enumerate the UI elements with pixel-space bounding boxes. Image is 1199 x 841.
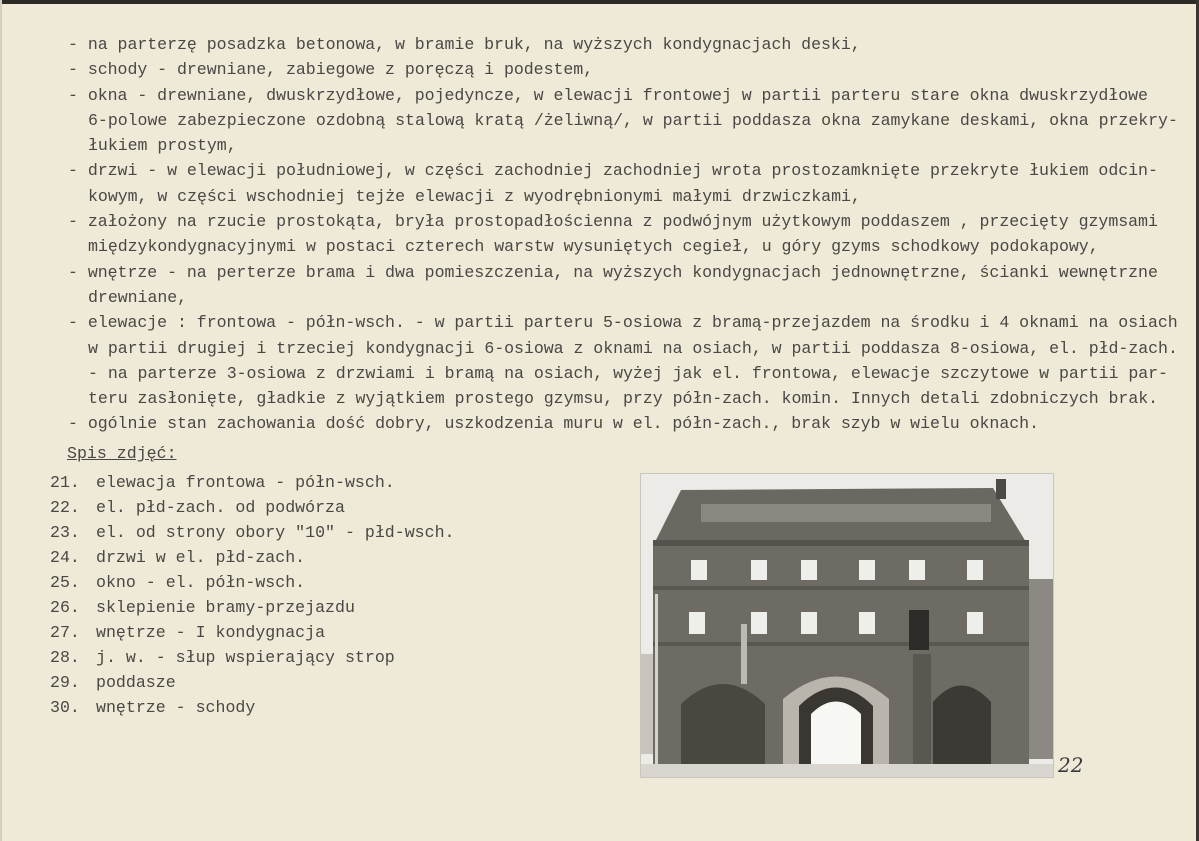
photo-list-item <box>50 620 454 645</box>
photo-list-caption: poddasze <box>96 673 176 692</box>
photo-list-number: 27. <box>50 623 80 642</box>
photo-list-item <box>50 495 454 520</box>
description-text <box>68 32 1178 437</box>
page-number: 22 <box>1058 753 1084 777</box>
description-line: - założony na rzucie prostokąta, bryła prostopadłościenna z podwójnym użytkowym poddaszem , przecięty gzymsami <box>68 212 1158 232</box>
scan-edge-left <box>0 0 2 841</box>
photo-list-caption: sklepienie bramy-przejazdu <box>96 598 355 617</box>
description-line: - ogólnie stan zachowania dość dobry, uszkodzenia muru w el. półn-zach., brak szyb w wielu oknach. <box>68 414 1039 434</box>
photo-list-number: 23. <box>50 523 80 542</box>
photo-list-item <box>50 645 454 670</box>
photo-list-item <box>50 545 454 570</box>
description-line: - drzwi - w elewacji południowej, w części zachodniej zachodniej wrota prostozamknięte przekryte łukiem odcin- <box>68 161 1158 181</box>
description-line: teru zasłonięte, gładkie z wyjątkiem prostego gzymsu, przy półn-zach. komin. Innych detali zdobniczych brak. <box>88 389 1159 409</box>
building-photo-image <box>641 474 1053 777</box>
description-line: - schody - drewniane, zabiegowe z poręczą i podestem, <box>68 60 594 80</box>
description-line: - wnętrze - na perterze brama i dwa pomieszczenia, na wyższych kondygnacjach jednownętrzne, ścianki wewnętrzne <box>68 262 1158 282</box>
photo-list-number: 30. <box>50 698 80 717</box>
photo-list-caption: drzwi w el. płd-zach. <box>96 548 306 567</box>
photo-list-item <box>50 470 454 495</box>
photo-list-caption: okno - el. półn-wsch. <box>96 573 306 592</box>
photo-list-number: 24. <box>50 548 80 567</box>
photo-list-number: 28. <box>50 648 80 667</box>
photo-list-item <box>50 570 454 595</box>
photo-list-number: 22. <box>50 498 80 517</box>
description-line: - na parterze 3-osiowa z drzwiami i bramą na osiach, wyżej jak el. frontowa, elewacje szczytowe w partii par- <box>88 363 1168 383</box>
photo-list <box>50 470 454 720</box>
photo-list-item <box>50 520 454 545</box>
description-line: - na parterzę posadzka betonowa, w bramie bruk, na wyższych kondygnacjach deski, <box>68 35 861 54</box>
description-line: 6-polowe zabezpieczone ozdobną stalową kratą /żeliwną/, w partii poddasza okna zamykane deskami, okna przekry- <box>88 110 1178 130</box>
scan-edge-top <box>0 0 1199 4</box>
description-line: łukiem prostym, <box>88 136 237 156</box>
photo-list-number: 26. <box>50 598 80 617</box>
description-line: - okna - drewniane, dwuskrzydłowe, pojedyncze, w elewacji frontowej w partii parteru stare okna dwuskrzydłowe <box>68 85 1148 105</box>
photo-list-item <box>50 695 454 720</box>
description-line: międzykondygnacyjnymi w postaci czterech warstw wysuniętych cegieł, u góry gzyms schodkowy podokapowy, <box>88 237 1099 257</box>
photo-list-caption: el. płd-zach. od podwórza <box>96 498 345 517</box>
photo-list-item <box>50 595 454 620</box>
building-photo <box>640 473 1054 778</box>
photo-list-item <box>50 670 454 695</box>
photo-list-caption: j. w. - słup wspierający strop <box>96 648 395 667</box>
photo-list-caption: wnętrze - schody <box>96 698 256 717</box>
description-line: drewniane, <box>88 287 188 307</box>
photo-list-heading: Spis zdjęć: <box>67 444 177 463</box>
photo-list-caption: el. od strony obory "10" - płd-wsch. <box>96 523 455 542</box>
photo-list-number: 25. <box>50 573 80 592</box>
photo-list-number: 29. <box>50 673 80 692</box>
photo-list-caption: wnętrze - I kondygnacja <box>96 623 326 642</box>
photo-list-caption: elewacja frontowa - półn-wsch. <box>96 473 395 492</box>
description-line: w partii drugiej i trzeciej kondygnacji 6-osiowa z oknami na osiach, w partii poddasza 8-osiowa, el. płd-zach. <box>88 338 1178 358</box>
photo-list-number: 21. <box>50 473 80 492</box>
description-line: kowym, w części wschodniej tejże elewacji z wyodrębnionymi małymi drzwiczkami, <box>88 186 861 206</box>
description-line: - elewacje : frontowa - półn-wsch. - w partii parteru 5-osiowa z bramą-przejazdem na środku i 4 oknami na osiach <box>68 313 1178 333</box>
